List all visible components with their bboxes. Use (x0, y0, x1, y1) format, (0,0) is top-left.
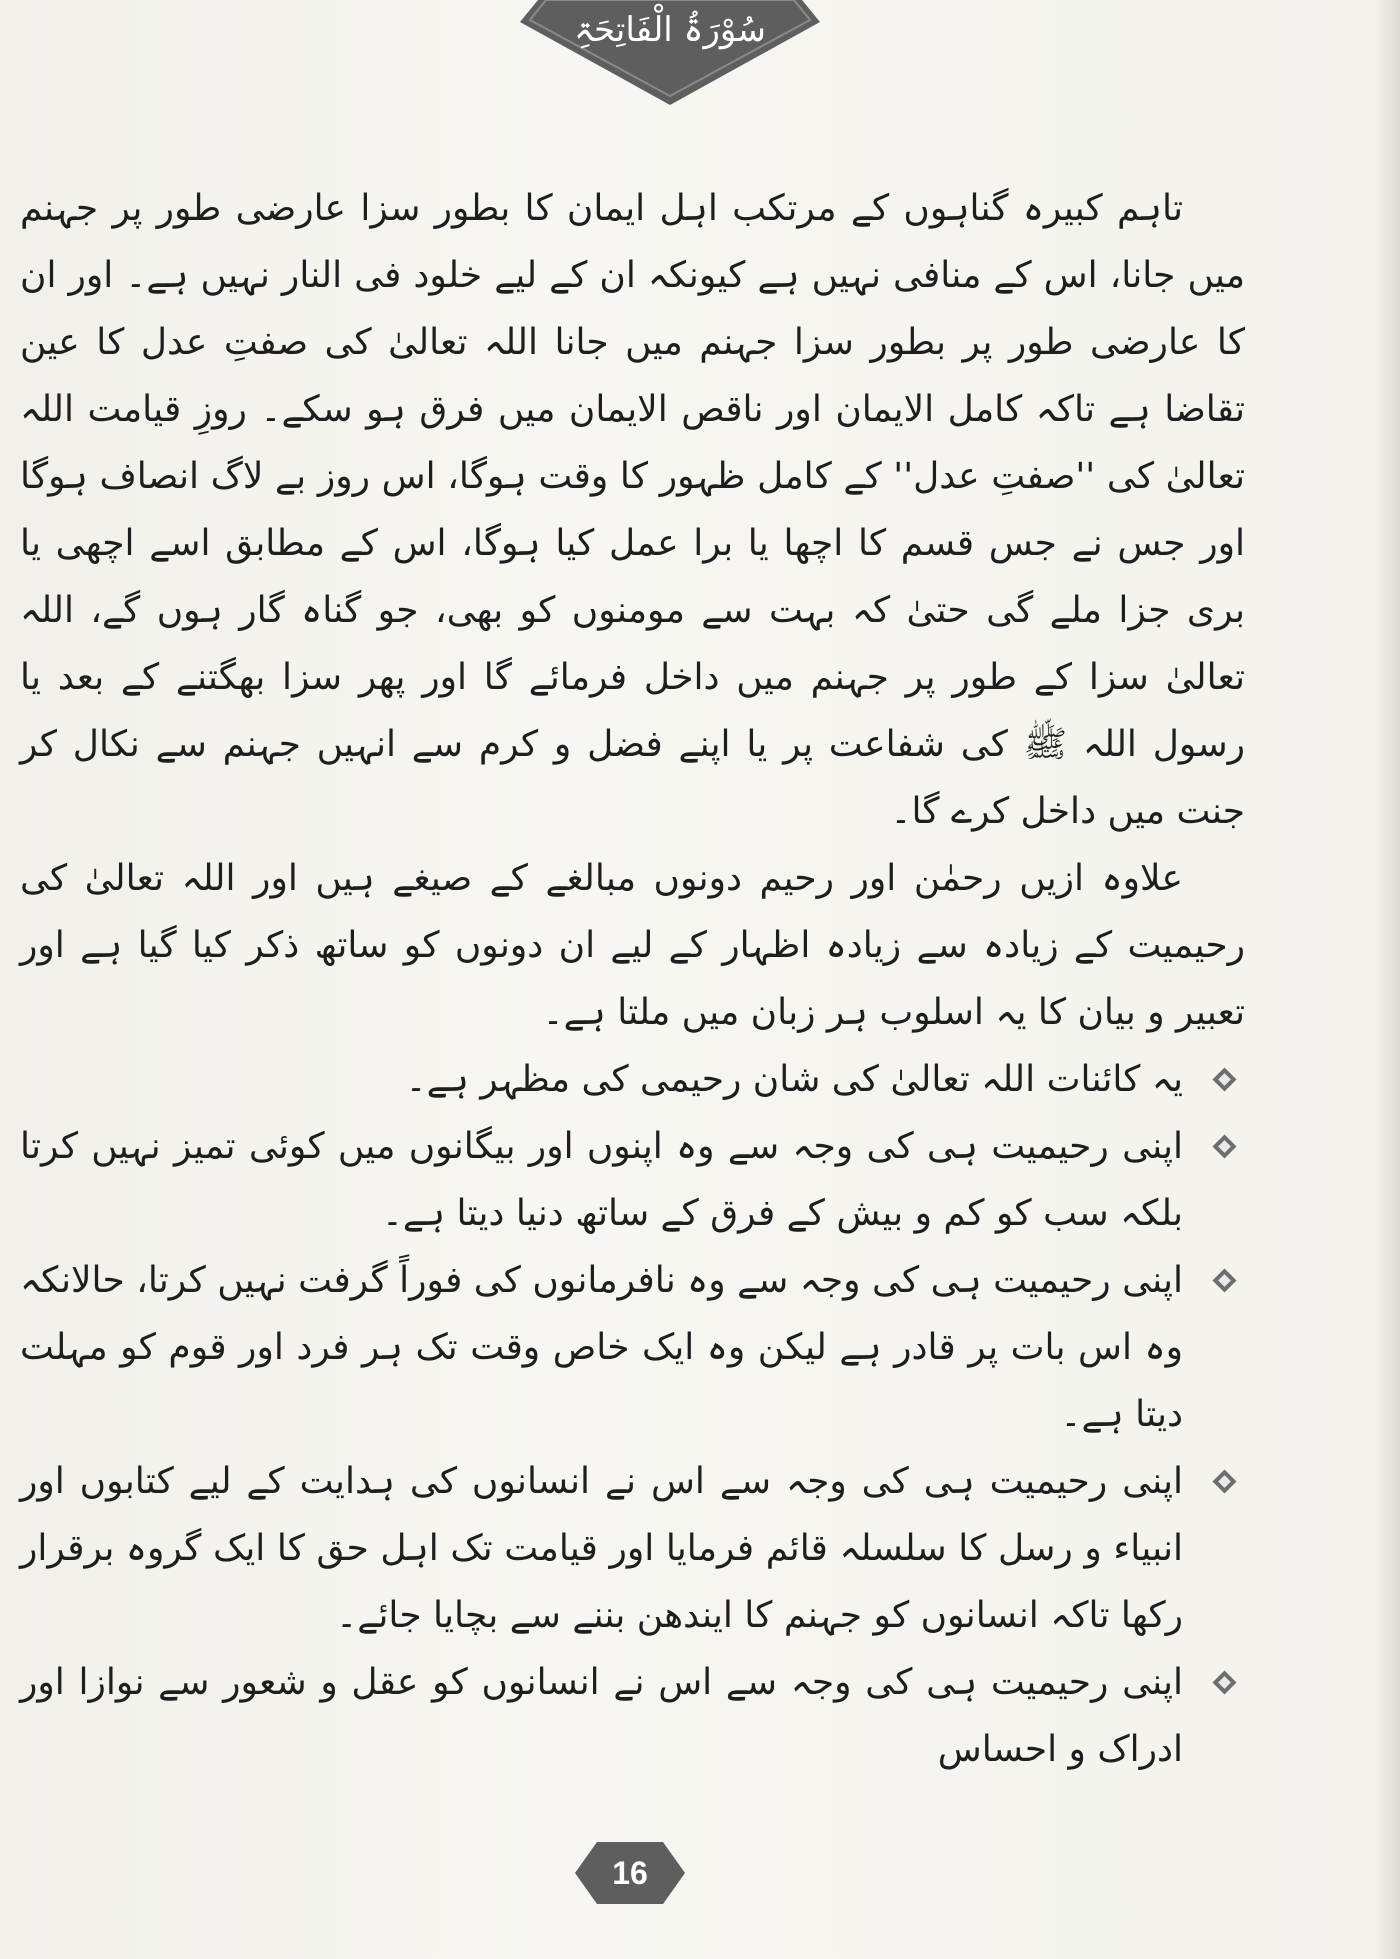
page-spine-shadow (1374, 0, 1400, 1959)
list-item-text: یہ کائنات اللہ تعالیٰ کی شان رحیمی کی مظہر ہے۔ (405, 1059, 1183, 1100)
diamond-bullet-icon (1213, 1671, 1237, 1695)
page-number: 16 (612, 1855, 648, 1891)
page-body (20, 175, 1245, 1783)
list-item (20, 1046, 1245, 1113)
paragraph-2: علاوہ ازیں رحمٰن اور رحیم دونوں مبالغے کے صیغے ہیں اور اللہ تعالیٰ کی رحیمیت کے زیادہ سے زیادہ اظہار کے لیے ان دونوں کو ساتھ ذکر کیا گیا ہے اور تعبیر و بیان کا یہ اسلوب ہر زبان میں ملتا ہے۔ (20, 858, 1245, 1033)
diamond-bullet-icon (1213, 1269, 1237, 1293)
bullet-list (20, 1046, 1245, 1783)
list-item-text: اپنی رحیمیت ہی کی وجہ سے اس نے انسانوں کی ہدایت کے لیے کتابوں اور انبیاء و رسل کا سلسلہ قائم فرمایا اور قیامت تک اہل حق کا ایک گروہ برقرار رکھا تاکہ انسانوں کو جہنم کا ایندھن بننے سے بچایا جائے۔ (20, 1461, 1183, 1636)
paragraph-1: تاہم کبیرہ گناہوں کے مرتکب اہل ایمان کا بطور سزا عارضی طور پر جہنم میں جانا، اس کے منافی نہیں ہے کیونکہ ان کے لیے خلود فی النار نہیں ہے۔ اور ان کا عارضی طور پر بطور سزا جہنم میں جانا اللہ تعالیٰ کی صفتِ عدل کا عین تقاضا ہے تاکہ کامل الایمان اور ناقص الایمان میں فرق ہو سکے۔ روزِ قیامت اللہ تعالیٰ کی ''صفتِ عدل'' کے کامل ظہور کا وقت ہوگا، اس روز بے لاگ انصاف ہوگا اور جس نے جس قسم کا اچھا یا برا عمل کیا ہوگا، اس کے مطابق اسے اچھی یا بری جزا ملے گی حتیٰ کہ بہت سے مومنوں کو بھی، جو گناہ گار ہوں گے، اللہ تعالیٰ سزا کے طور پر جہنم میں داخل فرمائے گا اور پھر سزا بھگتنے کے بعد یا رسول اللہ ﷺ کی شفاعت پر یا اپنے فضل و کرم سے انہیں جہنم سے نکال کر جنت میں داخل کرے گا۔ (20, 188, 1245, 832)
list-item-text: اپنی رحیمیت ہی کی وجہ سے اس نے انسانوں کو عقل و شعور سے نوازا اور ادراک و احساس (20, 1662, 1183, 1770)
list-item (20, 1448, 1245, 1649)
diamond-bullet-icon (1213, 1068, 1237, 1092)
chapter-title: سُوْرَۃُ الْفَاتِحَۃِ (574, 10, 766, 50)
diamond-bullet-icon (1213, 1470, 1237, 1494)
list-item-text: اپنی رحیمیت ہی کی وجہ سے وہ نافرمانوں کی فوراً گرفت نہیں کرتا، حالانکہ وہ اس بات پر قادر ہے لیکن وہ ایک خاص وقت تک ہر فرد اور قوم کو مہلت دیتا ہے۔ (20, 1260, 1183, 1435)
diamond-bullet-icon (1213, 1135, 1237, 1159)
list-item (20, 1649, 1245, 1783)
list-item (20, 1247, 1245, 1448)
list-item (20, 1113, 1245, 1247)
list-item-text: اپنی رحیمیت ہی کی وجہ سے وہ اپنوں اور بیگانوں میں کوئی تمیز نہیں کرتا بلکہ سب کو کم و بیش کے فرق کے ساتھ دنیا دیتا ہے۔ (20, 1126, 1183, 1234)
